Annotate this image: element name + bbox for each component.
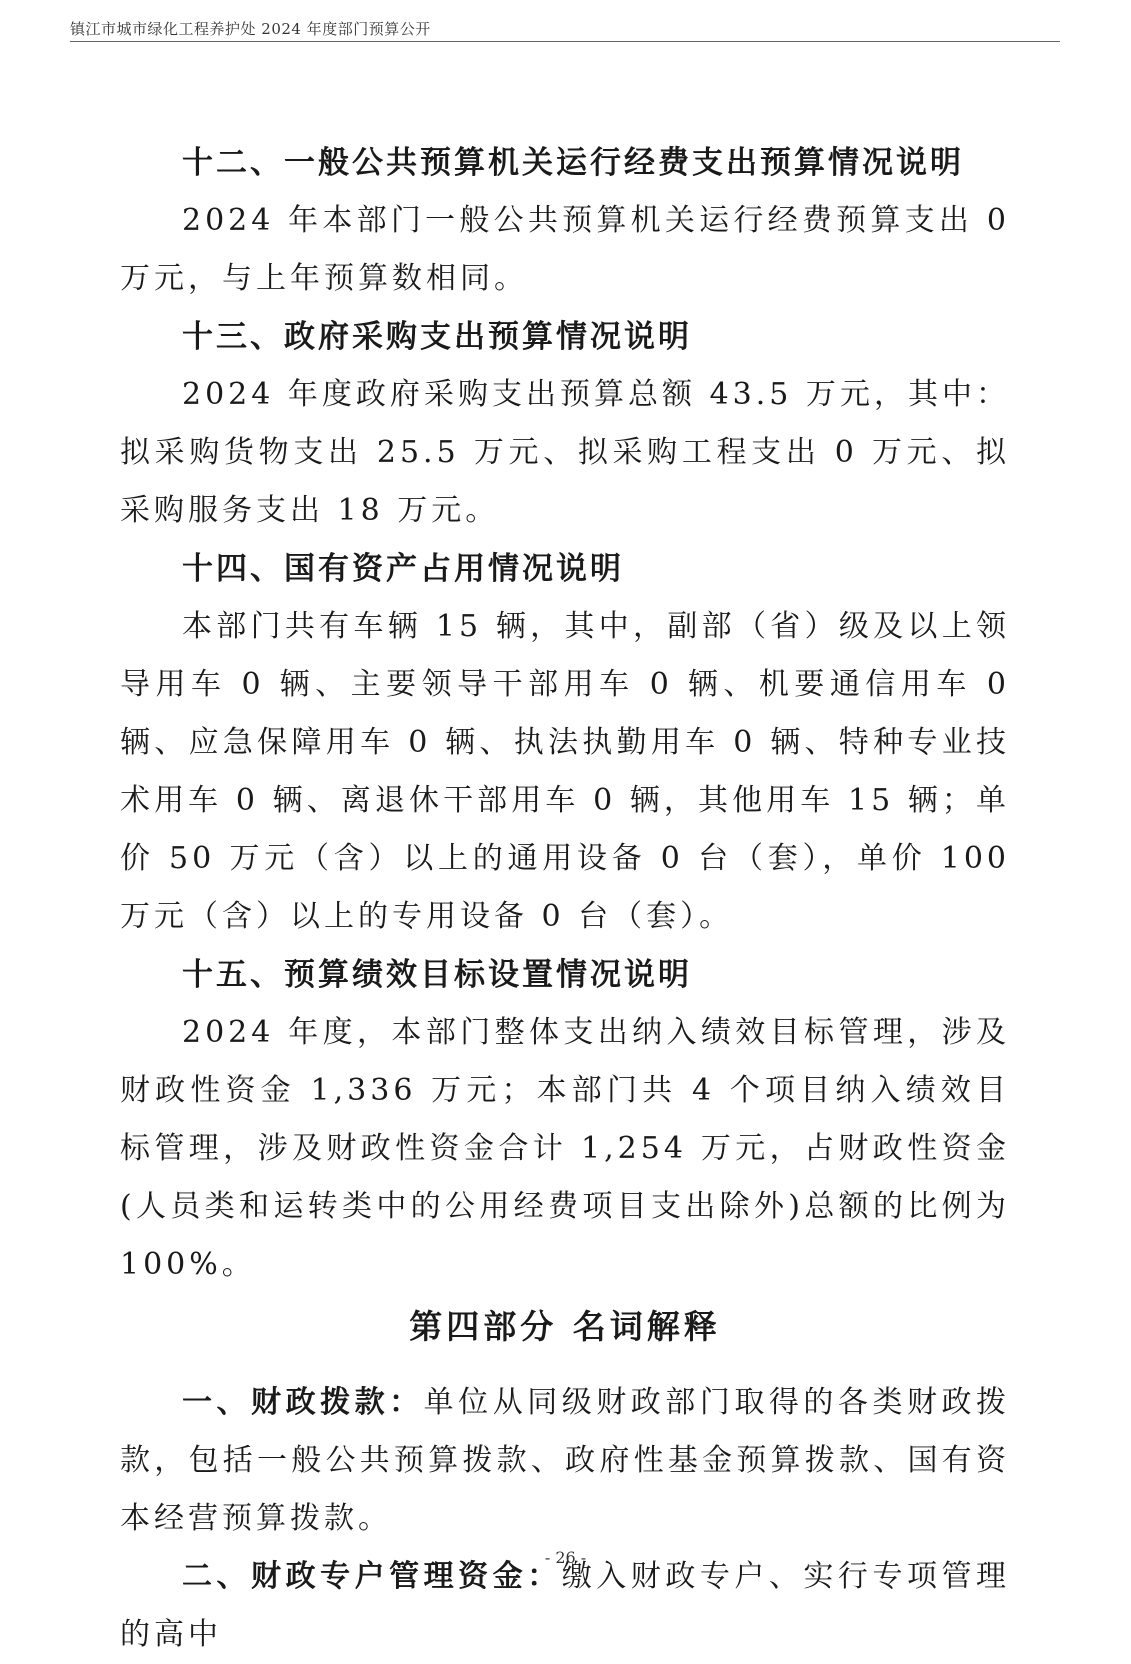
document-body (120, 134, 1010, 1664)
definition-term: 一、财政拨款： (182, 1385, 424, 1420)
section-paragraph-14: 本部门共有车辆 15 辆，其中，副部（省）级及以上领导用车 0 辆、主要领导干部用车 0 辆、机要通信用车 0 辆、应急保障用车 0 辆、执法执勤用车 0 辆、特种专业技术用车 0 辆、离退休干部用车 0 辆，其他用车 15 辆；单价 50 万元（含）以上的通用设备 0 台（套），单价 100 万元（含）以上的专用设备 0 台（套）。 (120, 609, 1010, 934)
definition-text: 缴入财政专户、实行专项管理的高中 (120, 1559, 1011, 1652)
page-header: 镇江市城市绿化工程养护处 2024 年度部门预算公开 (70, 20, 431, 38)
definition-term: 二、财政专户管理资金： (182, 1559, 562, 1594)
definition-item (120, 1374, 1010, 1548)
section-heading-13: 十三、政府采购支出预算情况说明 (182, 319, 692, 355)
section-paragraph-15: 2024 年度，本部门整体支出纳入绩效目标管理，涉及财政性资金 1,336 万元；本部门共 4 个项目纳入绩效目标管理，涉及财政性资金合计 1,254 万元，占财政性资金(人员类和运转类中的公用经费项目支出除外)总额的比例为 100%。 (120, 1015, 1010, 1282)
section-paragraph-13: 2024 年度政府采购支出预算总额 43.5 万元，其中：拟采购货物支出 25.5 万元、拟采购工程支出 0 万元、拟采购服务支出 18 万元。 (120, 377, 1010, 528)
section-heading-14: 十四、国有资产占用情况说明 (182, 551, 624, 587)
definition-text: 单位从同级财政部门取得的各类财政拨款，包括一般公共预算拨款、政府性基金预算拨款、国有资本经营预算拨款。 (120, 1385, 1011, 1536)
section-heading-15: 十五、预算绩效目标设置情况说明 (182, 957, 692, 993)
header-divider (70, 41, 1060, 42)
part-title: 第四部分 名词解释 (409, 1307, 721, 1346)
section-heading-12: 十二、一般公共预算机关运行经费支出预算情况说明 (182, 145, 964, 181)
page-number: - 26 - (544, 1548, 587, 1567)
section-paragraph-12: 2024 年本部门一般公共预算机关运行经费预算支出 0 万元，与上年预算数相同。 (120, 203, 1010, 296)
